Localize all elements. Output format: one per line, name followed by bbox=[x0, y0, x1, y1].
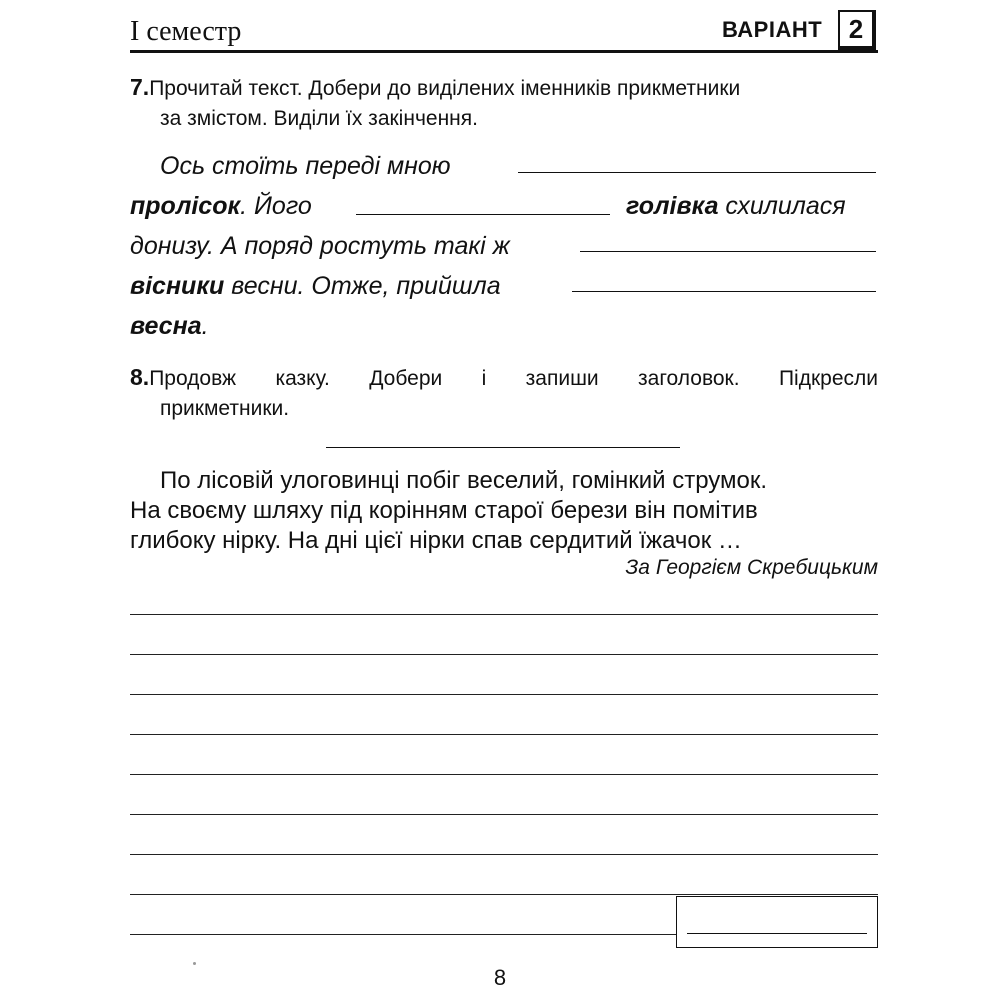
task-8-text-line1: Продовж казку. Добери і запиши заголовок. Підкресли bbox=[149, 367, 878, 390]
highlighted-noun-4: весна bbox=[130, 312, 202, 340]
writing-line[interactable] bbox=[130, 854, 878, 855]
exercise-text-1: Ось стоїть переді мною bbox=[160, 152, 451, 180]
writing-line[interactable] bbox=[130, 894, 878, 895]
writing-line[interactable] bbox=[130, 774, 878, 775]
grade-box[interactable] bbox=[676, 896, 878, 948]
exercise-line-4 bbox=[130, 266, 878, 306]
answer-blank-4[interactable] bbox=[572, 291, 876, 292]
story-attribution: За Георгієм Скребицьким bbox=[625, 556, 878, 579]
task-8-instructions bbox=[130, 362, 878, 424]
answer-blank-3[interactable] bbox=[580, 251, 876, 252]
story-line-2: На своєму шляху під корінням старої берези він помітив bbox=[130, 497, 758, 524]
answer-blank-2[interactable] bbox=[356, 214, 610, 215]
title-blank[interactable] bbox=[326, 447, 680, 448]
story-text bbox=[130, 466, 878, 556]
page-number: 8 bbox=[493, 965, 507, 990]
highlighted-noun-1: пролісок bbox=[130, 192, 241, 220]
header-divider bbox=[130, 50, 878, 53]
story-line-3: глибоку нірку. На дні цієї нірки спав сердитий їжачок … bbox=[130, 527, 742, 554]
task-8-text-line2: прикметники. bbox=[160, 397, 290, 420]
writing-line[interactable] bbox=[130, 614, 878, 615]
answer-blank-1[interactable] bbox=[518, 172, 876, 173]
writing-line[interactable] bbox=[130, 654, 878, 655]
highlighted-noun-3: вісники bbox=[130, 272, 225, 300]
story-line-1: По лісовій улоговинці побіг веселий, гомінкий струмок. bbox=[160, 467, 768, 494]
exercise-text-2b: схилилася bbox=[725, 192, 846, 220]
task-7-text-line2: за змістом. Виділи їх закінчення. bbox=[160, 107, 478, 130]
variant-number-box: 2 bbox=[838, 10, 876, 50]
exercise-line-2 bbox=[130, 186, 878, 226]
task-7-number: 7. bbox=[130, 74, 150, 100]
task-7-text-line1: Прочитай текст. Добери до виділених іменників прикметники bbox=[149, 77, 741, 100]
exercise-text-4: весни. Отже, прийшла bbox=[231, 272, 501, 300]
task-8-number: 8. bbox=[130, 364, 150, 390]
writing-line[interactable] bbox=[130, 694, 878, 695]
writing-line[interactable] bbox=[130, 734, 878, 735]
writing-line[interactable] bbox=[130, 814, 878, 815]
exercise-text-5: . bbox=[201, 312, 209, 340]
highlighted-noun-2: голівка bbox=[626, 192, 719, 220]
semester-title: I семестр bbox=[130, 16, 242, 47]
writing-line[interactable] bbox=[130, 934, 676, 935]
exercise-line-3 bbox=[130, 226, 878, 266]
exercise-text-3: донизу. А поряд ростуть такі ж bbox=[130, 232, 510, 260]
exercise-line-1 bbox=[130, 146, 878, 186]
grade-line bbox=[687, 933, 867, 934]
task-7-instructions bbox=[130, 72, 878, 134]
exercise-text-2: . Його bbox=[240, 192, 312, 220]
variant-label: ВАРІАНТ bbox=[722, 17, 823, 42]
exercise-line-5 bbox=[130, 306, 878, 346]
